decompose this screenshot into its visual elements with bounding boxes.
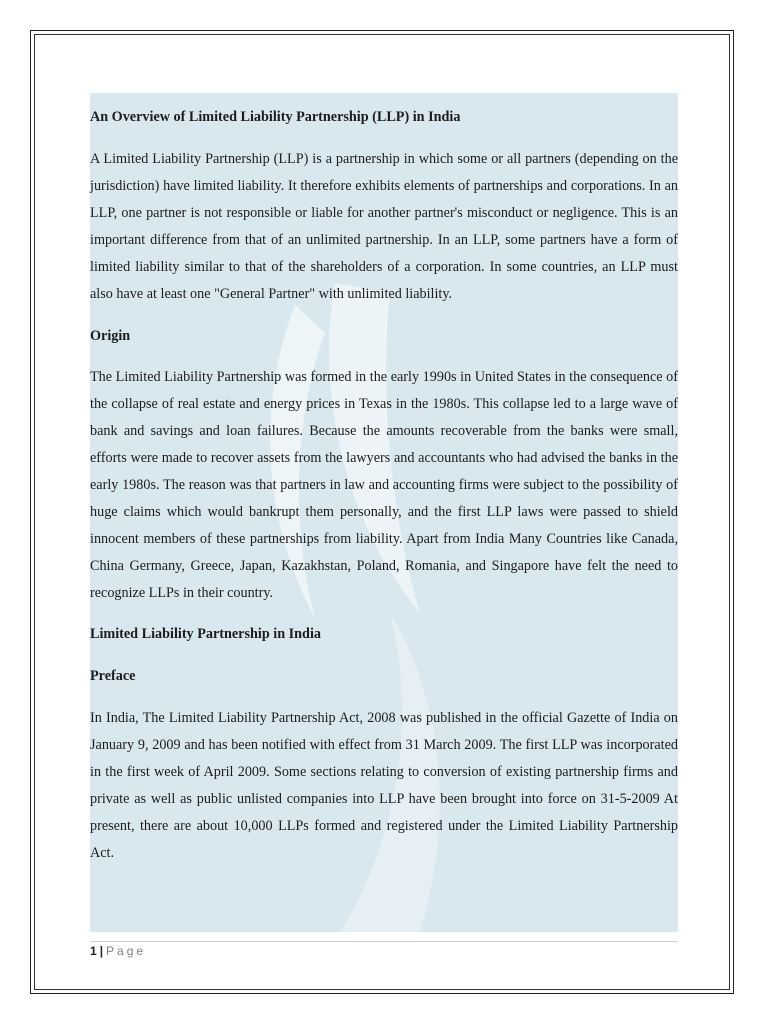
page-footer: [90, 944, 146, 958]
origin-paragraph: The Limited Liability Partnership was formed in the early 1990s in United States in the consequence of the collapse of real estate and energy prices in Texas in the 1980s. This collapse led to a large wave of bank and savings and loan failures. Because the amounts recoverable from the banks were small, efforts were made to recover assets from the lawyers and accountants who had advised the banks in the early 1980s. The reason was that partners in law and accounting firms were subject to the possibility of huge claims which would bankrupt them personally, and the first LLP laws were passed to shield innocent members of these partnerships from liability. Apart from India Many Countries like Canada, China Germany, Greece, Japan, Kazakhstan, Poland, Romania, and Singapore have felt the need to recognize LLPs in their country.: [90, 369, 678, 601]
preface-paragraph: In India, The Limited Liability Partnership Act, 2008 was published in the official Gazette of India on January 9, 2009 and has been notified with effect from 31 March 2009. The first LLP was incorporated in the first week of April 2009. Some sections relating to conversion of existing partnership firms and private as well as public unlisted companies into LLP have been brought into force on 31-5-2009 At present, there are about 10,000 LLPs formed and registered under the Limited Liability Partnership Act.: [90, 710, 678, 861]
origin-heading: Origin: [90, 328, 131, 344]
footer-separator: |: [99, 944, 104, 958]
document-title: An Overview of Limited Liability Partnership (LLP) in India: [90, 109, 461, 125]
india-heading: Limited Liability Partnership in India: [90, 626, 321, 642]
footer-divider: [90, 941, 678, 942]
preface-heading: Preface: [90, 668, 136, 684]
page-label: Page: [106, 944, 147, 958]
page-number: 1: [90, 944, 97, 958]
intro-paragraph: A Limited Liability Partnership (LLP) is a partnership in which some or all partners (depending on the jurisdiction) have limited liability. It therefore exhibits elements of partnerships and corporations. In an LLP, one partner is not responsible or liable for another partner's misconduct or negligence. This is an important difference from that of an unlimited partnership. In an LLP, some partners have a form of limited liability similar to that of the shareholders of a corporation. In some countries, an LLP must also have at least one "General Partner" with unlimited liability.: [90, 151, 678, 302]
